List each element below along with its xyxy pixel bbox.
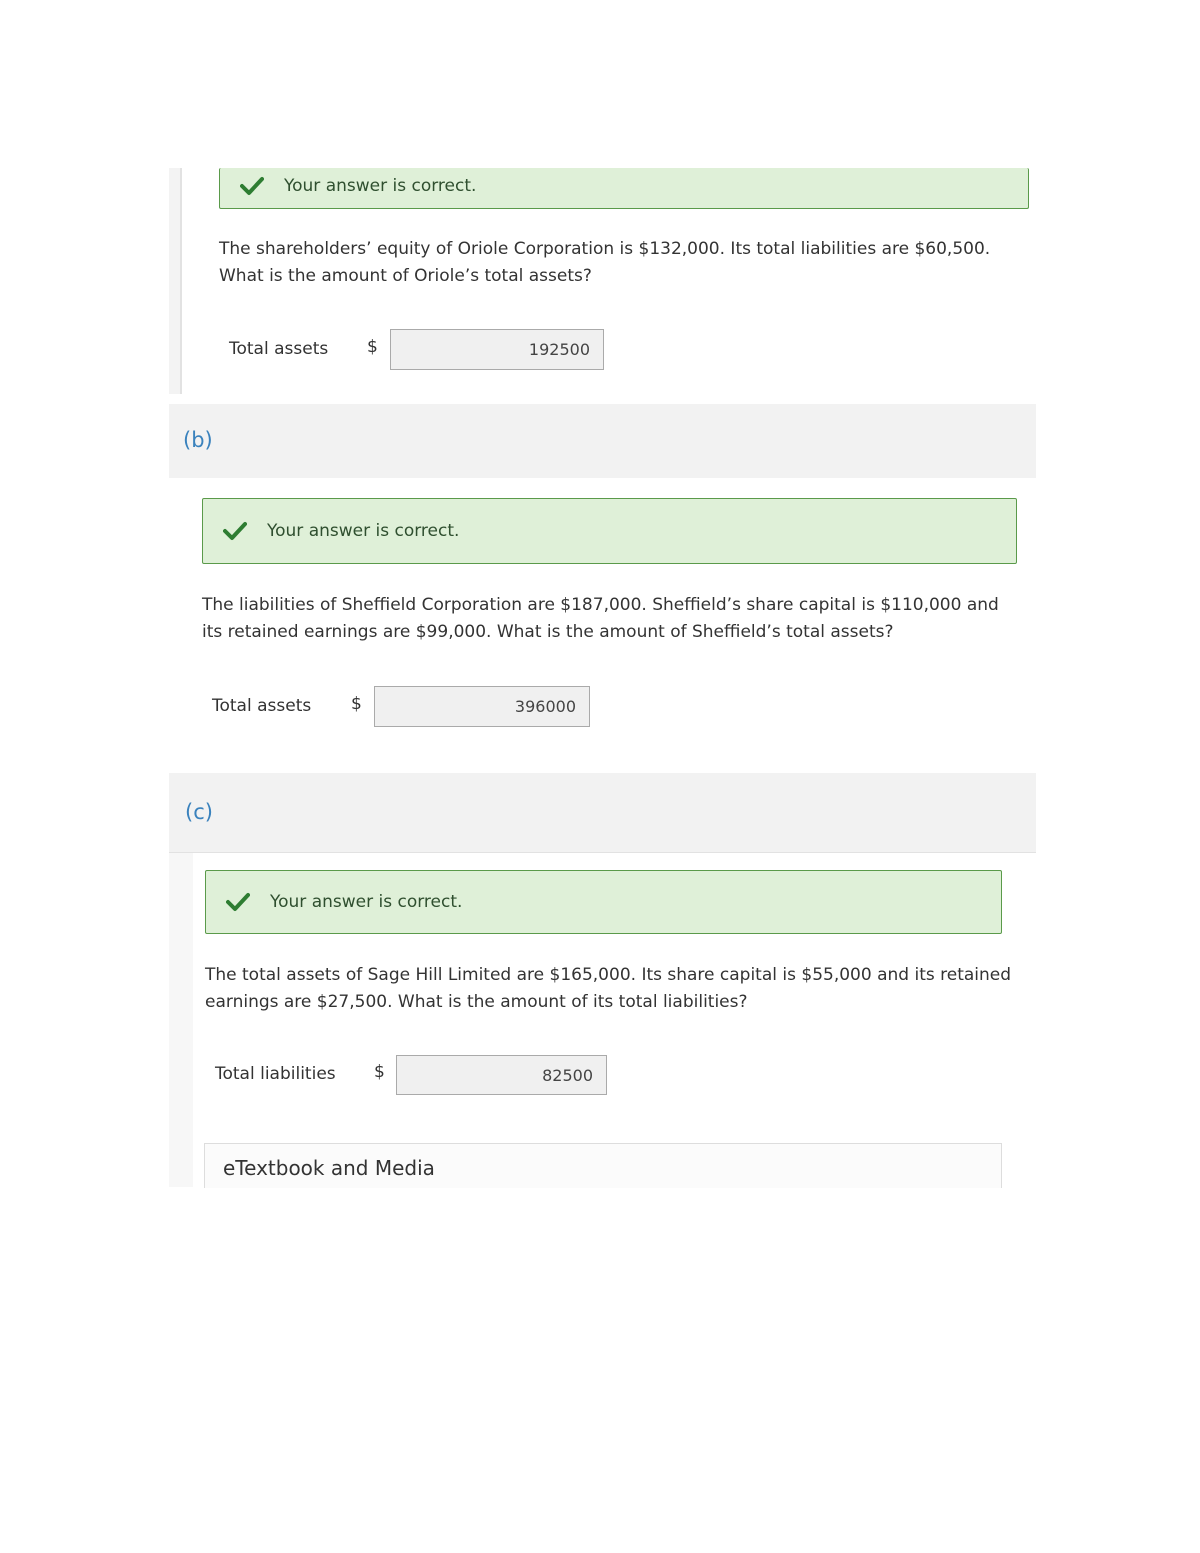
check-icon xyxy=(226,892,250,912)
question-line: What is the amount of Oriole’s total assets? xyxy=(219,266,592,286)
total-assets-input[interactable] xyxy=(390,329,604,370)
section-label: (c) xyxy=(185,800,213,824)
feedback-correct-c xyxy=(205,870,1002,934)
section-header-c xyxy=(169,773,1036,853)
question-line: The total assets of Sage Hill Limited are $165,000. Its share capital is $55,000 and its retained xyxy=(205,965,1012,985)
currency-symbol: $ xyxy=(351,694,362,714)
check-icon xyxy=(240,176,264,196)
feedback-correct-a xyxy=(219,168,1029,209)
etextbook-media-label: eTextbook and Media xyxy=(223,1156,435,1180)
etextbook-media-panel[interactable] xyxy=(204,1143,1002,1188)
currency-symbol: $ xyxy=(367,337,378,357)
feedback-message: Your answer is correct. xyxy=(284,176,477,196)
feedback-correct-b xyxy=(202,498,1017,564)
total-liabilities-input[interactable] xyxy=(396,1055,607,1095)
total-assets-label: Total assets xyxy=(212,696,312,716)
check-icon xyxy=(223,521,247,541)
question-text-c xyxy=(205,962,1015,1016)
answer-value: 192500 xyxy=(528,340,590,359)
feedback-message: Your answer is correct. xyxy=(267,521,460,541)
answer-value: 82500 xyxy=(542,1065,593,1085)
section-header-b xyxy=(169,404,1036,478)
feedback-message: Your answer is correct. xyxy=(270,892,463,912)
total-liabilities-label: Total liabilities xyxy=(215,1064,336,1084)
question-text-a xyxy=(219,236,1019,290)
question-line: its retained earnings are $99,000. What is the amount of Sheffield’s total assets? xyxy=(202,622,894,642)
total-assets-label: Total assets xyxy=(229,339,329,359)
question-line: earnings are $27,500. What is the amount of its total liabilities? xyxy=(205,992,748,1012)
answer-value: 396000 xyxy=(514,697,576,716)
total-assets-input[interactable] xyxy=(374,686,590,727)
question-left-rule xyxy=(169,168,182,394)
question-line: The shareholders’ equity of Oriole Corporation is $132,000. Its total liabilities are $60,500. xyxy=(219,239,991,259)
currency-symbol: $ xyxy=(374,1062,385,1082)
question-line: The liabilities of Sheffield Corporation are $187,000. Sheffield’s share capital is $110,000 and xyxy=(202,595,999,615)
question-text-b xyxy=(202,592,1022,646)
section-body-c-left-shade xyxy=(169,853,193,1187)
section-label: (b) xyxy=(183,428,213,452)
